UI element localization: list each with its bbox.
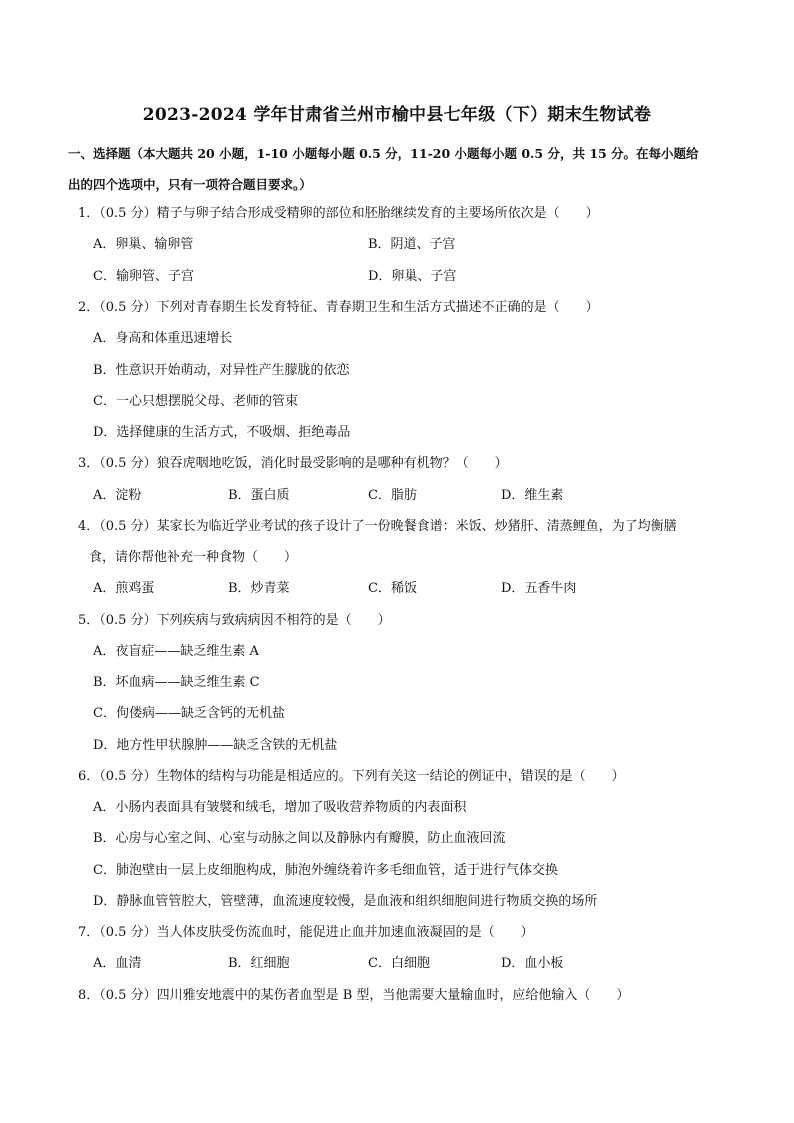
question-7-option-d: D．血小板 (501, 956, 564, 971)
question-1-stem: 1．（0.5 分）精子与卵子结合形成受精卵的部位和胚胎继续发育的主要场所依次是（ ） (78, 206, 599, 221)
question-4-stem-continued: 食，请你帮他补充一种食物（ ） (89, 550, 298, 565)
question-3-stem: 3．（0.5 分）狼吞虎咽地吃饭，消化时最受影响的是哪种有机物？（ ） (78, 456, 508, 471)
page-title: 2023-2024 学年甘肃省兰州市榆中县七年级（下）期末生物试卷 (142, 105, 652, 125)
question-6-option-b: B．心房与心室之间、心室与动脉之间以及静脉内有瓣膜，防止血液回流 (93, 831, 506, 846)
question-5-option-b: B．坏血病——缺乏维生素 C (93, 675, 260, 690)
question-8-stem: 8．（0.5 分）四川雅安地震中的某伤者血型是 B 型，当他需要大量输血时，应给他输入（ ） (78, 988, 630, 1003)
question-1-option-c: C．输卵管、子宫 (93, 269, 194, 284)
question-4-option-c: C．稀饭 (368, 581, 417, 596)
question-6-option-c: C．肺泡壁由一层上皮细胞构成，肺泡外缠绕着许多毛细血管，适于进行气体交换 (93, 863, 558, 878)
question-2-stem: 2．（0.5 分）下列对青春期生长发育特征、青春期卫生和生活方式描述不正确的是（ ） (78, 300, 599, 315)
question-7-option-b: B．红细胞 (228, 956, 290, 971)
question-4-option-a: A．煎鸡蛋 (93, 581, 155, 596)
question-5-option-d: D．地方性甲状腺肿——缺乏含铁的无机盐 (93, 738, 338, 753)
question-5-stem: 5．（0.5 分）下列疾病与致病病因不相符的是（ ） (78, 613, 391, 628)
question-2-option-b: B．性意识开始萌动，对异性产生朦胧的依恋 (93, 363, 350, 378)
question-7-stem: 7．（0.5 分）当人体皮肤受伤流血时，能促进止血并加速血液凝固的是（ ） (78, 925, 534, 940)
question-7-option-c: C．白细胞 (368, 956, 430, 971)
question-3-option-d: D．维生素 (501, 488, 564, 503)
question-6-option-a: A．小肠内表面具有皱襞和绒毛，增加了吸收营养物质的内表面积 (93, 800, 467, 815)
question-4-option-d: D．五香牛肉 (501, 581, 577, 596)
question-1-option-d: D．卵巢、子宫 (368, 269, 457, 284)
question-5-option-a: A．夜盲症——缺乏维生素 A (93, 644, 259, 659)
question-3-option-a: A．淀粉 (93, 488, 142, 503)
question-3-option-b: B．蛋白质 (228, 488, 290, 503)
question-2-option-d: D．选择健康的生活方式，不吸烟、拒绝毒品 (93, 425, 351, 440)
question-1-option-b: B．阴道、子宫 (368, 237, 456, 252)
question-6-stem: 6．（0.5 分）生物体的结构与功能是相适应的。下列有关这一结论的例证中，错误的是（ ） (78, 769, 625, 784)
section-heading-line1: 一、选择题（本大题共 20 小题，1-10 小题每小题 0.5 分，11-20 小题每小题 0.5 分，共 15 分。在每小题给 (68, 146, 699, 161)
question-5-option-c: C．佝偻病——缺乏含钙的无机盐 (93, 706, 285, 721)
question-2-option-c: C．一心只想摆脱父母、老师的管束 (93, 394, 298, 409)
question-2-option-a: A．身高和体重迅速增长 (93, 331, 233, 346)
question-4-stem: 4．（0.5 分）某家长为临近学业考试的孩子设计了一份晚餐食谱：米饭、炒猪肝、清蒸鲤鱼，为了均衡膳 (78, 519, 677, 534)
question-3-option-c: C．脂肪 (368, 488, 417, 503)
question-6-option-d: D．静脉血管管腔大，管壁薄，血流速度较慢，是血液和组织细胞间进行物质交换的场所 (93, 894, 598, 909)
question-4-option-b: B．炒青菜 (228, 581, 290, 596)
section-heading-line2: 出的四个选项中，只有一项符合题目要求。） (68, 177, 312, 192)
question-7-option-a: A．血清 (93, 956, 142, 971)
question-1-option-a: A．卵巢、输卵管 (93, 237, 194, 252)
